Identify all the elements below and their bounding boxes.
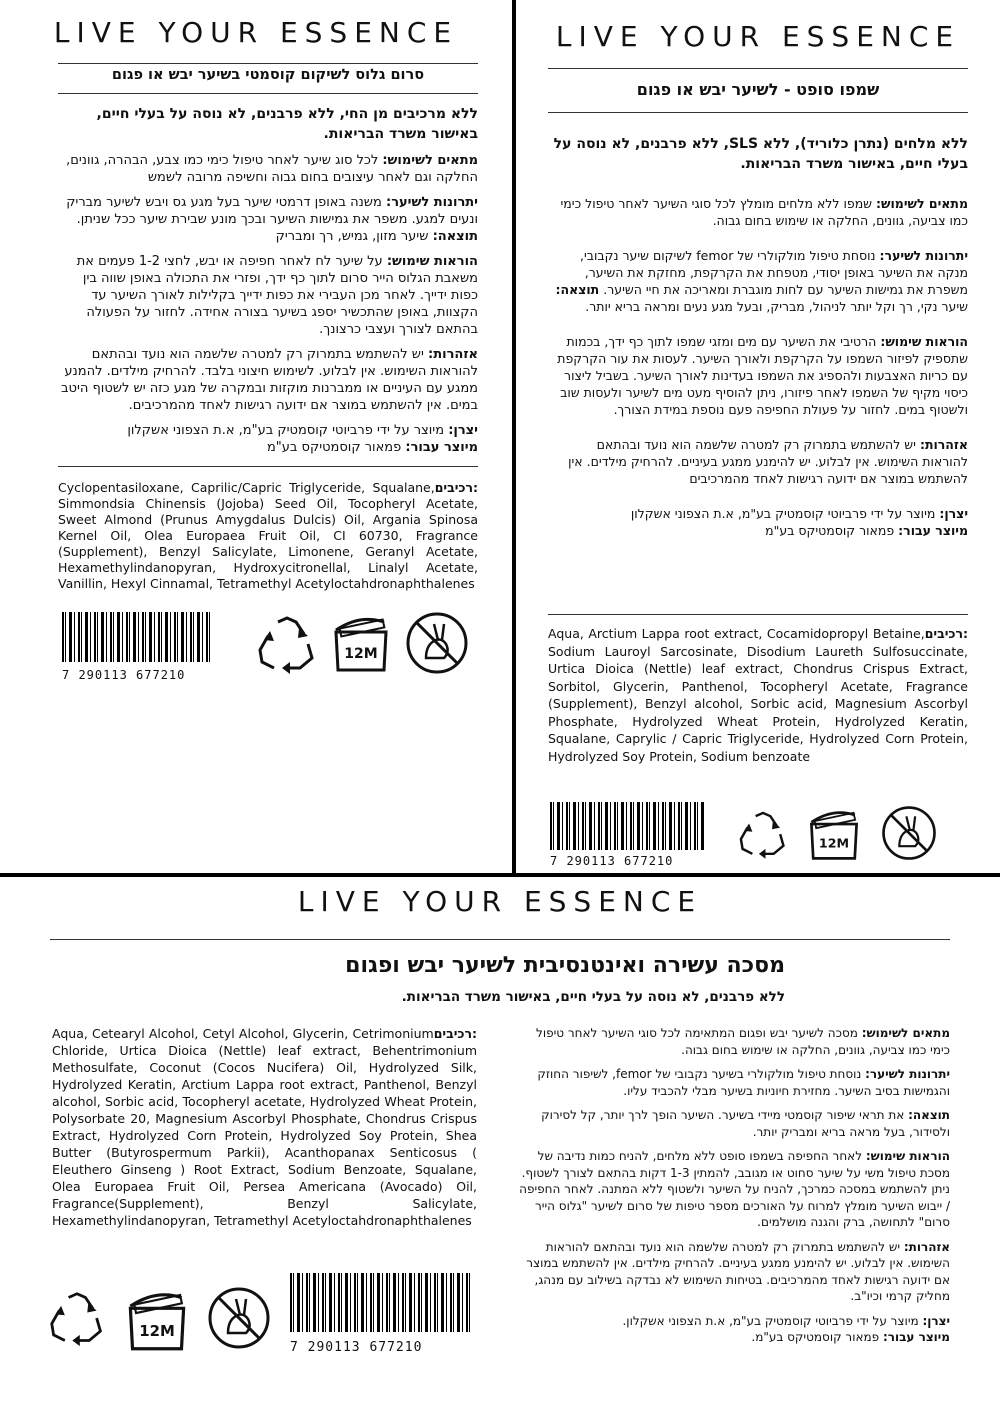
warnings-text: יש להשתמש בתמרוק רק למטרה שלשמה הוא נועד ובהתאם להוראות השימוש. אין לבלוע. יש להימנע ממגע בעיניים. להרחיק מילדים. אין להשתמש במוצר אם ידועה רגישות לאחד מהמרכיבים (568, 437, 968, 486)
barcode-number: 7 290113 677210 (62, 668, 186, 682)
ingredients-text: Aqua, Cetearyl Alcohol, Cetyl Alcohol, Glycerin, Cetrimonium Chloride, Urtica Dioica (Nettle) leaf extract, Behentrimonium Methosulfate, Coconut (Cocos Nucifera) Oil, Hydrolyzed Silk, Hydrolyzed Keratin, Arctium Lappa root extract, Panthenol, Benzyl alcohol, Sorbic acid, Tocopheryl acetate, Hydrolyzed Wheat Protein, Polysorbate 20, Magnesium Ascorbyl Phosphate, Chondrus Crispus Extract, Hydrolyzed Corn Protein, Hydrolyzed Soy Protein, Shea Butter (Butyrospermum Parkii), Acanthopanax Senticosus ( Eleuthero Ginseng ) Root Extract, Sodium Benzoate, Squalane, Olea Europaea Fruit Oil, Persea Americana (Avocado) Oil, Fragrance(Supplement), Benzyl Salicylate, Hexamethylindanopyran, Tetramethyl Acetyloctahdronaphthalenes (52, 1026, 477, 1228)
warnings-label: אזהרות: (903, 1239, 950, 1254)
brand-title: LIVE YOUR ESSENCE (555, 20, 961, 53)
result-text: שיער נקי, רך וקל יותר לניהול, מבריק, ובעל מגע נעים ומראה בריא יותר. (585, 299, 968, 314)
instructions-label: הוראות שימוש: (880, 334, 968, 349)
made-for-text: פמאור קוסמטיקס בע"מ (765, 523, 895, 538)
divider (58, 63, 478, 64)
brand-title: LIVE YOUR ESSENCE (297, 885, 703, 918)
recycle-icon (254, 614, 320, 676)
suitable-label: מתאים לשימוש: (861, 1026, 950, 1040)
result-label: תוצאה: (432, 229, 478, 244)
made-for-label: מיוצר עבור: (898, 523, 968, 538)
maker-text: מיוצר על ידי פרביוטי קוסמטיק בע"מ, א.ת הצפוני אשקלון. (622, 1313, 919, 1328)
ingredients-label: רכיבים: (433, 1026, 477, 1041)
barcode-bars (550, 802, 706, 850)
product-title: מסכה עשירה ואינטנסיבית לשיער יבש ופגום (345, 953, 785, 978)
pao-label: 12M (818, 835, 850, 851)
benefits-text: נוסחת טיפול מולקולרי בשיער נקבובי של femor, לשיפור החוזק והגמישות בסיב השיער. מחזירת חיוניות בשיער מבלי להכביד עליו. (537, 1067, 950, 1098)
usage-info (58, 152, 478, 456)
maker-text: מיוצר על ידי פרביוטי קוסמטיק בע"מ, א.ת הצפוני אשקלון (127, 423, 445, 438)
divider (548, 614, 968, 615)
barcode (550, 802, 706, 868)
pao-label: 12M (344, 646, 378, 662)
made-for-label: מיוצר עבור: (405, 440, 478, 455)
instructions-text: לאחר החפיפה בשמפו סופט ללא מלחים, להניח כמות נדיבה של מסכת טיפול משי על שיער סחוט או מגובב, להמתין 1-3 דקות בהתאם לצורך לשטוף. ניתן להשתמש במסכה כמרכך, להניח על השיער ולשטוף ללא המתנה. לאחר החפיפה / ייבוש השיער מומלץ למרוח על האורכים מספר טיפות של סרום לשיער "גלוס הייר סרום" לתחושה, ברק והגנה מושלמים. (519, 1149, 950, 1229)
suitable-text: מסכה לשיער יבש ופגום המתאימה לכל סוגי השיער לאחר טיפול כימי כמו צביעה, גוונים, החלקה או שימוש בחום גבוה. (536, 1026, 950, 1057)
divider (548, 68, 968, 69)
usage-info (515, 1025, 950, 1346)
result-text: שיער מזון, גמיש, רך ומבריק (275, 229, 429, 244)
instructions-text: הרטיבי את השיער עם מים ומזגי שמפו לתוך כף ידך, בכמות שתספיק לפיזור השמפו על הקרקפת ולאורך השיער. לעסות את עור הקרקפת עם כריות האצבעות ולהספיג את השמפו בעדינות לאורך השיער. בשביל ליצור כיסוי מקיף של השמפו לאחר פיזורו, ניתן להוסיף מעט מים לשיער ולעסות שוב ולשטוף במים. לחזור על פעולת החפיפה פעם נוספת במידת הצורך. (557, 334, 968, 417)
product-title: שמפו סופט - לשיער יבש או פגום (636, 80, 880, 99)
benefits-label: יתרונות לשיער: (879, 248, 968, 263)
product-claims: ללא פרבנים, לא נוסה על בעלי חיים, באישור משרד הבריאות. (401, 989, 785, 1005)
suitable-text: שמפו ללא מלחים מומלץ לכל סוגי השיער לאחר טיפול כימי כמו צביעה, גוונים, החלקה או שימוש בחום גבוה. (560, 196, 968, 228)
ingredients (52, 1025, 477, 1229)
barcode-bars (62, 612, 212, 662)
ingredients-label: רכיבים: (434, 480, 478, 495)
pao-jar-icon (124, 1287, 190, 1353)
divider (50, 939, 950, 940)
ingredients-text: Aqua, Arctium Lappa root extract, Cocamidopropyl Betaine, Sodium Lauroyl Sarcosinate, Disodium Laureth Sulfosuccinate, Urtica Dioica (Nettle) leaf extract, Chondrus Crispus Extract, Sorbitol, Glycerin, Panthenol, Tocopheryl Acetate, Fragrance (Supplement), Benzyl alcohol, Sorbic acid, Magnesium Ascorbyl Phosphate, Hydrolyzed Wheat Protein, Hydrolyzed Keratin, Squalane, Caprylic / Capric Triglyceride, Hydrolyzed Corn Protein, Hydrolyzed Soy Protein, Sodium benzoate (548, 626, 968, 764)
made-for-label: מיוצר עבור: (882, 1330, 950, 1344)
usage-info (548, 195, 968, 539)
maker-label: יצרן: (922, 1313, 950, 1328)
product-claims: ללא מלחים (נתרן כלוריד), ללא SLS, ללא פרבנים, לא נוסה על בעלי חיים, באישור משרד הבריאות. (553, 136, 968, 172)
benefits-label: יתרונות לשיער: (865, 1067, 950, 1081)
pao-label: 12M (139, 1321, 175, 1340)
warnings-text: יש להשתמש בתמרוק רק למטרה שלשמה הוא נועד ובהתאם להוראות השימוש. אין לבלוע. יש להימנע ממגע בעיניים. להרחיק מילדים. אין להשתמש במוצר אם ידועה רגישות לאחד מהמרכיבים. בטיחות השימוש לא נבדקה בשילוב עם מנהג, מחליק קרמי וכיו"ב. (526, 1239, 950, 1303)
serum-label-panel (0, 0, 512, 873)
barcode (62, 612, 212, 682)
pao-jar-icon (330, 612, 392, 674)
warnings-text: יש להשתמש בתמרוק רק למטרה שלשמה הוא נועד ובהתאם להוראות השימוש. אין לבלוע. לשימוש חיצוני בלבד. להרחיק מילדים. להמנע ממגע עם העיניים או ממברנות מוקזות ובמקרה של מגע כזה יש לשטוף היטב במים. אין להשתמש במוצר אם ידועה רגישות לאחד מהמרכיבים. (61, 347, 478, 413)
divider (58, 466, 478, 467)
product-title: סרום גלוס לשיקום קוסמטי בשיער יבש או פגום (111, 67, 425, 83)
warnings-label: אזהרות: (428, 347, 478, 362)
cruelty-free-icon (404, 610, 470, 676)
instructions-text: על שיער לח לאחר חפיפה או יבש, לחצי 1-2 פעמים את משאבת הגלוס הייר סרום לתוך כף ידך, ופזרי את התכולה באופן שווה בין כפות ידייך. לאחר מכן העבירי את כפות ידייך בקלילות לאורך השיער עד הקצוות, באופן שהתכשיר יספג בשיער בצורה אחידה. לחזור על הפעולה בהתאם לצורך ועצבי כרצונך. (76, 254, 478, 337)
made-for-text: פמאור קוסמטיקס בע"מ. (751, 1330, 880, 1344)
ingredients (58, 480, 478, 592)
cruelty-free-icon (206, 1285, 272, 1351)
shampoo-label-panel (516, 0, 1000, 873)
maker-label: יצרן: (939, 506, 968, 521)
benefits-text: משנה באופן דרמטי שיער בעל מגע גס ויבש לשיער מבריק ונעים למגע. משפר את גמישות השיער ובכך מונע שבירת שיער ככל שניתן. (66, 195, 478, 227)
cruelty-free-icon (880, 804, 938, 862)
barcode-number: 7 290113 677210 (550, 854, 674, 868)
result-text: את תראי שיפור קוסמטי מיידי בשיער. השיער הופך לרך יותר, קל לסירוק ולסידור, בעל מראה בריא ומבריק יותר. (541, 1108, 950, 1139)
barcode (290, 1273, 472, 1355)
divider (58, 93, 478, 94)
result-label: תוצאה: (908, 1108, 950, 1122)
divider (548, 112, 968, 113)
brand-title: LIVE YOUR ESSENCE (53, 16, 459, 49)
instructions-label: הוראות שימוש: (865, 1149, 950, 1163)
made-for-text: פמאור קוסמטיקס בע"מ (266, 440, 402, 455)
recycle-icon (46, 1290, 108, 1348)
instructions-label: הוראות שימוש: (386, 254, 478, 269)
suitable-label: מתאים לשימוש: (382, 153, 478, 168)
benefits-text: נוסחת טיפול מולקולרי של femor לשיקום שיער נקבובי, מנקה את השיער באופן יסודי, מטפחת את הקרקפת, מחזקת את השיער, משפרת את גמישות השיער עם לחות מוגברת ומאריכה את חיי השיער. (580, 248, 968, 297)
suitable-text: לכל סוג שיער לאחר טיפול כימי כמו צבע, הבהרה, גוונים, החלקה וגם לאחר עיצובים בחום גבוה וחשיפה מרובה לשמש (66, 153, 478, 185)
result-label: תוצאה: (555, 282, 600, 297)
pao-jar-icon (806, 806, 862, 862)
maker-label: יצרן: (448, 423, 478, 438)
mask-label-panel (0, 877, 1000, 1411)
ingredients-text: Cyclopentasiloxane, Caprilic/Capric Triglyceride, Squalane, Simmondsia Chinensis (Jojoba) Seed Oil, Tocopheryl Acetate, Sweet Almond (Prunus Amygdalus Dulcis) Oil, Argania Spinosa Kernel Oil, Olea Europaea Fruit Oil, CI 60730, Fragrance (Supplement), Benzyl Salicylate, Limonene, Geranyl Acetate, Hexamethylindanopyran, Hydroxycitronellal, Linalyl Acetate, Vanillin, Hexyl Cinnamal, Tetramethyl Acetyloctahdronaphthalenes (58, 480, 478, 591)
product-claims: ללא מרכיבים מן החי, ללא פרבנים, לא נוסה על בעלי חיים, באישור משרד הבריאות. (96, 106, 478, 142)
ingredients-label: רכיבים: (924, 626, 968, 641)
warnings-label: אזהרות: (919, 437, 968, 452)
benefits-label: יתרונות לשיער: (386, 195, 478, 210)
barcode-number: 7 290113 677210 (290, 1340, 423, 1355)
recycle-icon (736, 808, 790, 862)
barcode-bars (290, 1273, 472, 1332)
suitable-label: מתאים לשימוש: (876, 196, 968, 211)
maker-text: מיוצר על ידי פרביוטי קוסמטיק בע"מ, א.ת הצפוני אשקלון (630, 506, 936, 521)
ingredients (548, 625, 968, 765)
